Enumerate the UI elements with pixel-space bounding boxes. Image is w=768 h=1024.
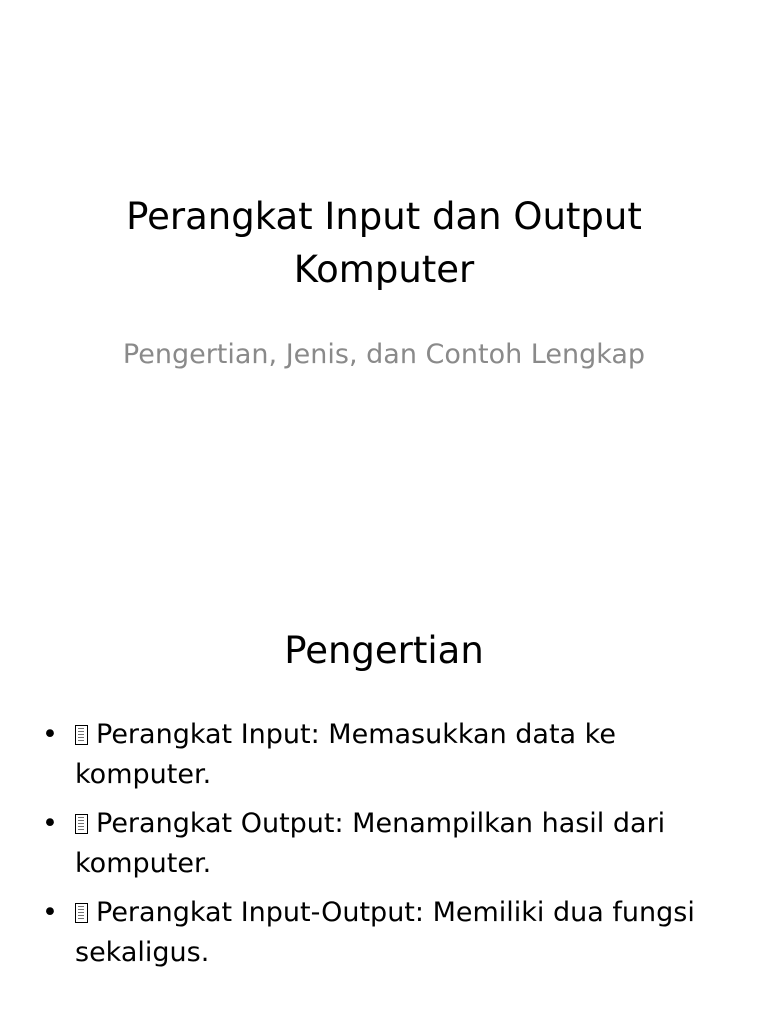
missing-glyph-icon [75,725,88,745]
section-heading: Pengertian [284,629,484,672]
missing-glyph-icon [75,814,88,834]
bullet-icon: • [42,719,58,750]
list-item-text: Perangkat Input-Output: Memiliki dua fungsi sekaligus. [75,897,695,968]
list-item-text: Perangkat Input: Memasukkan data ke komputer. [75,719,616,790]
missing-glyph-icon [75,903,88,923]
slide-title: Perangkat Input dan Output Komputer [126,195,642,291]
list-item-text: Perangkat Output: Menampilkan hasil dari komputer. [75,808,666,879]
list-item [38,893,738,973]
bullet-icon: • [42,897,58,928]
list-item [38,715,738,795]
slide-subtitle: Pengertian, Jenis, dan Contoh Lengkap [122,339,646,370]
bullet-icon: • [42,808,58,839]
list-item [38,804,738,884]
content-slide [0,512,768,1024]
bullet-list [38,715,738,982]
